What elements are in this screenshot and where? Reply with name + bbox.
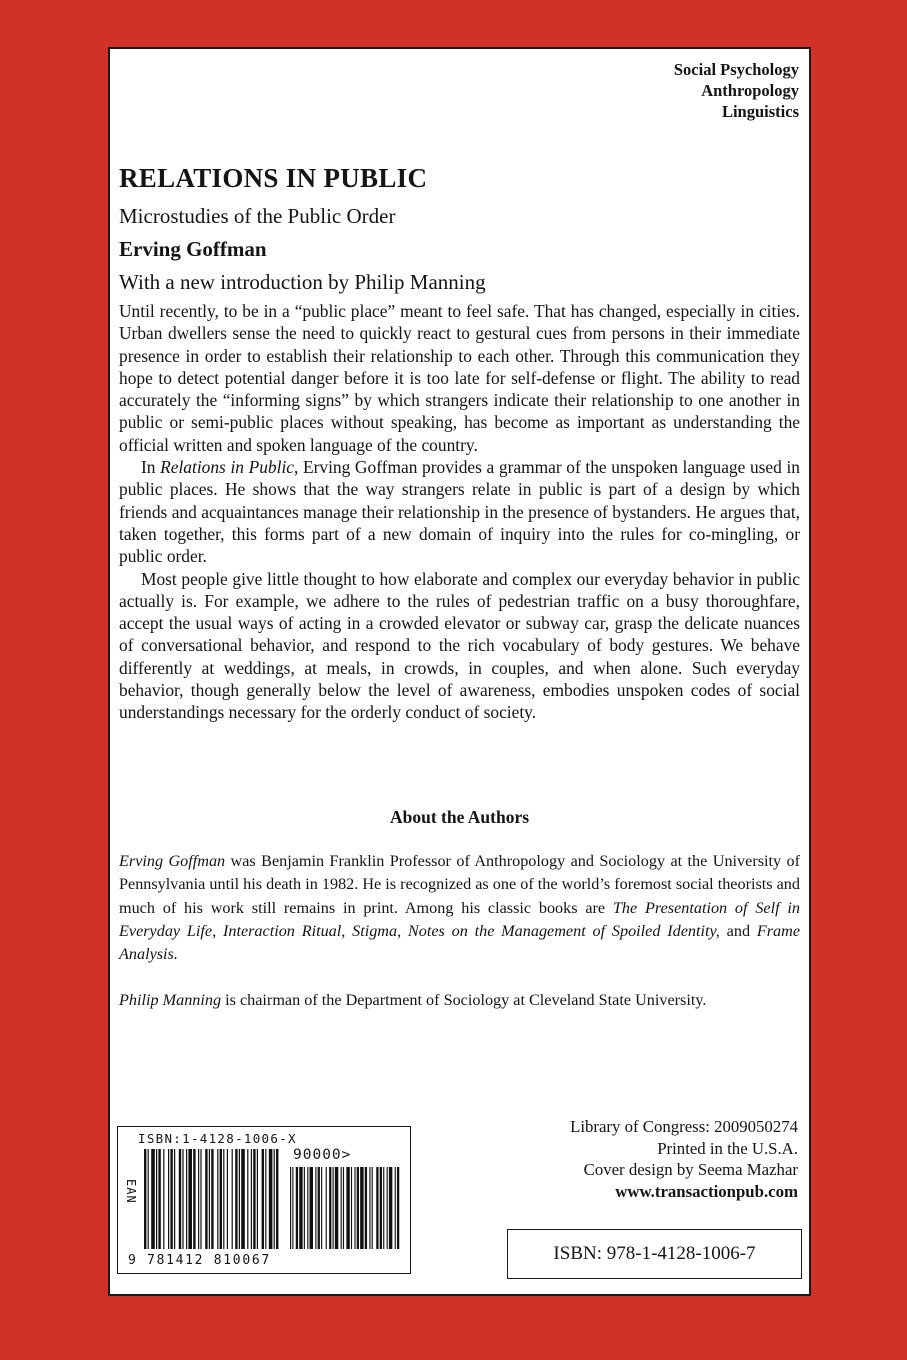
barcode-bar xyxy=(232,1149,233,1249)
barcode-bar xyxy=(217,1149,218,1249)
barcode-block xyxy=(117,1126,411,1274)
isbn13-box: ISBN: 978-1-4128-1006-7 xyxy=(507,1229,802,1279)
barcode-isbn10: ISBN:1-4128-1006-X xyxy=(138,1131,297,1146)
description-paragraph-2 xyxy=(119,456,800,567)
barcode-ean-label: EAN xyxy=(124,1179,138,1204)
barcode-addon-bar xyxy=(304,1167,305,1249)
manning-bio xyxy=(119,989,800,1012)
barcode-bar xyxy=(186,1149,187,1249)
barcode-addon-bar xyxy=(360,1167,363,1249)
goffman-bio xyxy=(119,850,800,966)
barcode-addon-bar xyxy=(354,1167,355,1249)
subject-social-psychology: Social Psychology xyxy=(673,60,799,79)
barcode-bar xyxy=(188,1149,192,1249)
barcode-bar xyxy=(235,1149,237,1249)
barcode-addon-bar xyxy=(315,1167,316,1249)
barcode-bar xyxy=(144,1149,146,1249)
barcode-bar xyxy=(227,1149,228,1249)
barcode-bar xyxy=(156,1149,157,1249)
barcode-bar xyxy=(241,1149,245,1249)
barcode-addon-bar xyxy=(307,1167,308,1249)
barcode-bar xyxy=(198,1149,199,1249)
barcode-addon-bar xyxy=(290,1167,291,1249)
barcode-bar xyxy=(274,1149,275,1249)
barcode-bar xyxy=(276,1149,278,1249)
about-authors xyxy=(119,850,800,1013)
goffman-and: and xyxy=(719,921,757,940)
book-title: RELATIONS IN PUBLIC xyxy=(119,163,428,193)
barcode-bar xyxy=(170,1149,172,1249)
barcode-addon-bar xyxy=(383,1167,384,1249)
barcode-addon-bar xyxy=(292,1167,293,1249)
barcode-bar xyxy=(148,1149,149,1249)
book-author: Erving Goffman xyxy=(119,237,267,261)
p2-lead: In xyxy=(141,457,161,478)
barcode-addon-bar xyxy=(372,1167,373,1249)
goffman-text: was Benjamin Franklin Professor of Anthropology and Sociology at the University of Pennsylvania until his death in 1982. He is recognized as one of the world’s foremost social theorists and much of his work still remains in print. Among his classic books are xyxy=(119,852,800,917)
barcode-addon-bar xyxy=(389,1167,392,1249)
library-of-congress: Library of Congress: 2009050274 xyxy=(570,1117,798,1136)
barcode-bar xyxy=(193,1149,195,1249)
barcode-price-code: 90000> xyxy=(293,1147,352,1163)
barcode-bar xyxy=(168,1149,169,1249)
publisher-info xyxy=(570,1116,798,1202)
barcode-addon-bar xyxy=(376,1167,378,1249)
barcode-bar xyxy=(220,1149,222,1249)
barcode-addon-bar xyxy=(387,1167,388,1249)
goffman-last-book: Frame Analysis. xyxy=(119,921,801,964)
p2-rest: , Erving Goffman provides a grammar of the unspoken language used in public places. He shows that the way strangers relate in public is part of a design by which friends and acquaintances manage their relationship in the presence of bystanders. He argues that, taken together, this forms part of a new domain of inquiry into the rules for co-mingling, or public order. xyxy=(119,457,800,567)
barcode-addon-bar xyxy=(326,1167,327,1249)
barcode-addon-bar xyxy=(343,1167,344,1249)
barcode-bar xyxy=(158,1149,160,1249)
back-cover-panel xyxy=(108,47,811,1296)
cover-design-credit: Cover design by Seema Mazhar xyxy=(583,1160,798,1179)
barcode-addon-bar xyxy=(310,1167,313,1249)
book-description xyxy=(119,300,800,724)
book-subtitle: Microstudies of the Public Order xyxy=(119,204,396,228)
barcode-bar xyxy=(174,1149,175,1249)
barcode-bar xyxy=(247,1149,248,1249)
barcode-addon-bar xyxy=(333,1167,334,1249)
barcode-addon-bar xyxy=(369,1167,370,1249)
subject-anthropology: Anthropology xyxy=(701,81,799,100)
barcode-addon-bar xyxy=(351,1167,352,1249)
barcode-bar xyxy=(265,1149,266,1249)
barcode-bar xyxy=(151,1149,155,1249)
barcode-addon-bar xyxy=(357,1167,359,1249)
description-paragraph-1: Until recently, to be in a “public place” meant to feel safe. That has changed, especially in cities. Urban dwellers sense the need to quickly react to gestural cues from persons in their immediate presence in order to establish their relationship to each other. Through this communication they hope to detect potential danger before it is too late for self-defense or flight. The ability to read accurately the “informing signs” by which strangers indicate their relationship to one another in public or semi-public places without speaking, has become as important as understanding the official written and spoken language of the country. xyxy=(119,301,800,455)
manning-name: Philip Manning xyxy=(119,991,222,1010)
barcode-bar xyxy=(209,1149,210,1249)
description-paragraph-3: Most people give little thought to how elaborate and complex our everyday behavior in public actually is. For example, we adhere to the rules of pedestrian traffic on a busy thoroughfare, accept the usual ways of acting in a crowded elevator or subway car, grasp the delicate nuances of conversational behavior, and respond to the rich vocabulary of body gestures. We behave differently at weddings, at meals, in crowds, in couples, and when alone. Such everyday behavior, though generally below the level of awareness, embodies unspoken codes of social understandings necessary for the orderly conduct of society. xyxy=(119,568,800,723)
barcode-bar xyxy=(179,1149,181,1249)
goffman-books: The Presentation of Self in Everyday Life, Interaction Ritual, Stigma, Notes on the Management of Spoiled Identity, xyxy=(119,898,800,940)
barcode-bar xyxy=(251,1149,252,1249)
subject-linguistics: Linguistics xyxy=(721,102,799,121)
barcode-bars xyxy=(118,1127,409,1272)
barcode-bar xyxy=(223,1149,224,1249)
barcode-bar xyxy=(253,1149,255,1249)
barcode-bar xyxy=(182,1149,183,1249)
subject-categories xyxy=(674,59,799,122)
barcode-bar xyxy=(205,1149,207,1249)
barcode-addon-bar xyxy=(296,1167,298,1249)
barcode-addon-bar xyxy=(341,1167,342,1249)
barcode-addon-bar xyxy=(335,1167,338,1249)
barcode-addon-bar xyxy=(329,1167,331,1249)
printed-in: Printed in the U.S.A. xyxy=(657,1138,798,1158)
p2-book-title: Relations in Public xyxy=(160,457,294,478)
barcode-bar xyxy=(163,1149,164,1249)
barcode-bar xyxy=(211,1149,213,1249)
barcode-bar xyxy=(262,1149,264,1249)
barcode-bar xyxy=(269,1149,273,1249)
barcode-bar xyxy=(257,1149,258,1249)
barcode-addon-bar xyxy=(318,1167,320,1249)
about-authors-heading: About the Authors xyxy=(389,807,530,827)
goffman-name: Erving Goffman xyxy=(119,852,226,870)
barcode-bar xyxy=(200,1149,201,1249)
barcode-addon-bar xyxy=(380,1167,382,1249)
barcode-addon-bar xyxy=(397,1167,399,1249)
introduction-credit: With a new introduction by Philip Manning xyxy=(119,270,486,294)
barcode-addon-bar xyxy=(365,1167,367,1249)
barcode-addon-bar xyxy=(299,1167,302,1249)
barcode-addon-bar xyxy=(321,1167,322,1249)
manning-text: is chairman of the Department of Sociology at Cleveland State University. xyxy=(221,991,707,1010)
barcode-addon-bar xyxy=(395,1167,396,1249)
barcode-digits: 9 781412 810067 xyxy=(128,1253,271,1268)
publisher-website[interactable]: www.transactionpub.com xyxy=(615,1181,798,1201)
barcode-bar xyxy=(239,1149,240,1249)
barcode-addon-bar xyxy=(346,1167,349,1249)
